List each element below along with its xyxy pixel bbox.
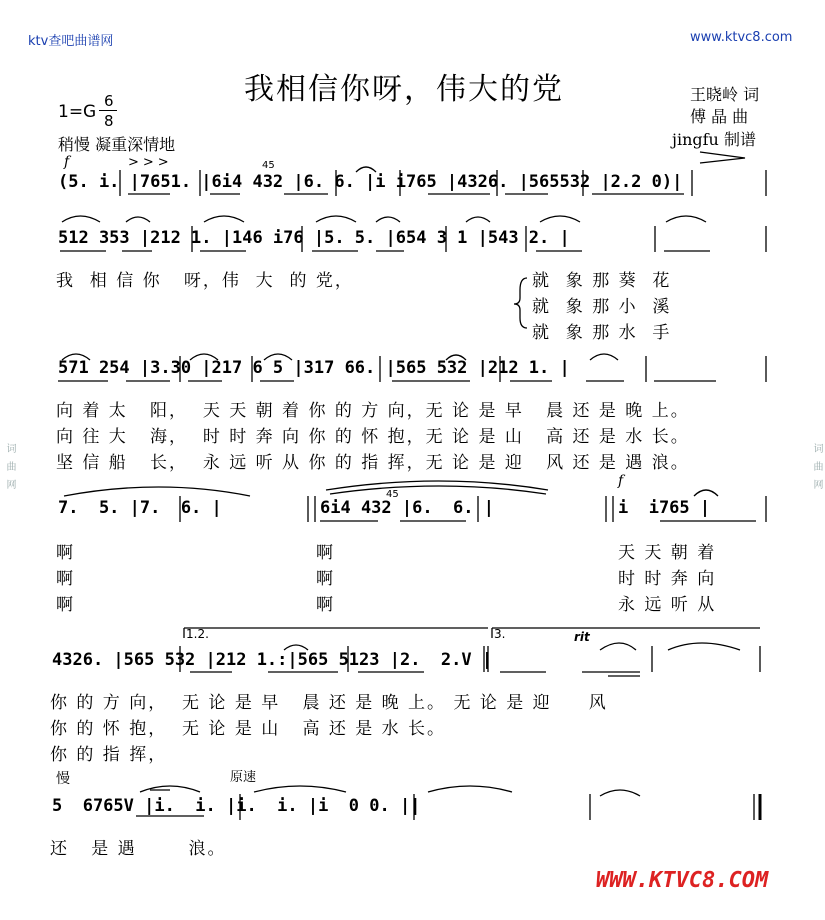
lyricist-credit: 王晓岭 词: [690, 85, 760, 104]
lyric-row5-verse3: 你 的 指 挥，: [50, 745, 168, 765]
final-notes: 5 6765V |i. i. |i. i. |i 0 0. ||: [52, 796, 421, 816]
lyric-ah-3b: 啊: [316, 595, 335, 615]
lyric-row4-verse3: 永 远 听 从: [618, 595, 717, 615]
lyric-row3-verse3: 坚 信 船 长， 永 远 听 从 你 的 指 挥，无 论 是 迎 风 还 是 遇 浪。: [56, 453, 690, 473]
dynamic-forte-2: f: [618, 473, 624, 489]
time-signature-top: 6: [104, 92, 114, 110]
maker-credit: jingfu 制谱: [672, 130, 756, 149]
lyric-row5-verse1: 你 的 方 向， 无 论 是 早 晨 还 是 晚 上。 无 论 是 迎 风: [50, 693, 608, 713]
slow-marking: 慢: [56, 771, 70, 787]
lyric-ah-1a: 啊: [56, 543, 75, 563]
site-link-left[interactable]: ktv查吧曲谱网: [28, 34, 114, 49]
ritardando-mark: rit: [574, 630, 590, 644]
lyric-ah-2a: 啊: [56, 569, 75, 589]
intro-notes: (5. i. |7651. |6i4 432 |6. 6. |i i765 |4326. |565532 |2.2 0)|: [58, 172, 683, 192]
lyric-line-main: 我 相 信 你 呀，伟 大 的 党，: [56, 271, 354, 291]
lyric-verse-1: 就 象 那 葵 花: [532, 271, 672, 291]
original-tempo-marking: 原速: [230, 770, 257, 785]
grace-note-1: 45: [262, 160, 275, 171]
tempo-marking: 稍慢 凝重深情地: [58, 135, 176, 154]
song-title: 我相信你呀，伟大的党: [244, 72, 564, 107]
time-signature-bottom: 8: [104, 112, 114, 130]
side-watermark-text: 词曲网: [4, 443, 15, 497]
lyric-row5-verse2: 你 的 怀 抱， 无 论 是 山 高 还 是 水 长。: [50, 719, 447, 739]
chorus-notes-right: i i765 |: [618, 498, 711, 518]
grace-note-2: 45: [386, 489, 399, 500]
lyric-row3-verse1: 向 着 太 阳， 天 天 朝 着 你 的 方 向，无 论 是 早 晨 还 是 晚 上。: [56, 401, 690, 421]
key-signature: 1=G: [58, 102, 97, 122]
side-watermark-text: 词曲网: [811, 443, 822, 497]
lyric-verse-2: 就 象 那 小 溪: [532, 297, 672, 317]
lyric-row4-verse2: 时 时 奔 向: [618, 569, 717, 589]
chorus-notes-left: 7. 5. |7. 6. |: [58, 498, 222, 518]
lyric-row3-verse2: 向 往 大 海， 时 时 奔 向 你 的 怀 抱，无 论 是 山 高 还 是 水 长。: [56, 427, 690, 447]
site-link-right[interactable]: www.ktvc8.com: [690, 30, 793, 45]
decrescendo-mark: [700, 152, 745, 163]
lyric-final: 还 是 遇 浪。: [50, 839, 227, 859]
lyric-ah-3a: 啊: [56, 595, 75, 615]
dynamic-forte: f: [64, 154, 70, 170]
lyric-verse-3: 就 象 那 水 手: [532, 323, 672, 343]
accent-marks: >>>: [128, 155, 173, 170]
verse-notes-1: 512 353 |212 1. |146 i76 |5. 5. |654 3 1 |543 2. |: [58, 228, 570, 248]
footer-watermark: WWW.KTVC8.COM: [596, 868, 769, 893]
lyric-ah-1b: 啊: [316, 543, 335, 563]
ending-notes: 4326. |565 532 |212 1.:|565 5123 |2. 2.V |: [52, 650, 493, 670]
volta-1-2: 1.2.: [186, 627, 209, 641]
lyric-ah-2b: 啊: [316, 569, 335, 589]
lyric-row4-verse1: 天 天 朝 着: [618, 543, 717, 563]
chorus-notes-mid: 6i4 432 |6. 6. |: [320, 498, 494, 518]
volta-3: 3.: [494, 627, 506, 641]
verse-notes-2: 571 254 |3.30 |217 6 5 |317 66. |565 532 |212 1. |: [58, 358, 570, 378]
composer-credit: 傅 晶 曲: [690, 107, 749, 126]
